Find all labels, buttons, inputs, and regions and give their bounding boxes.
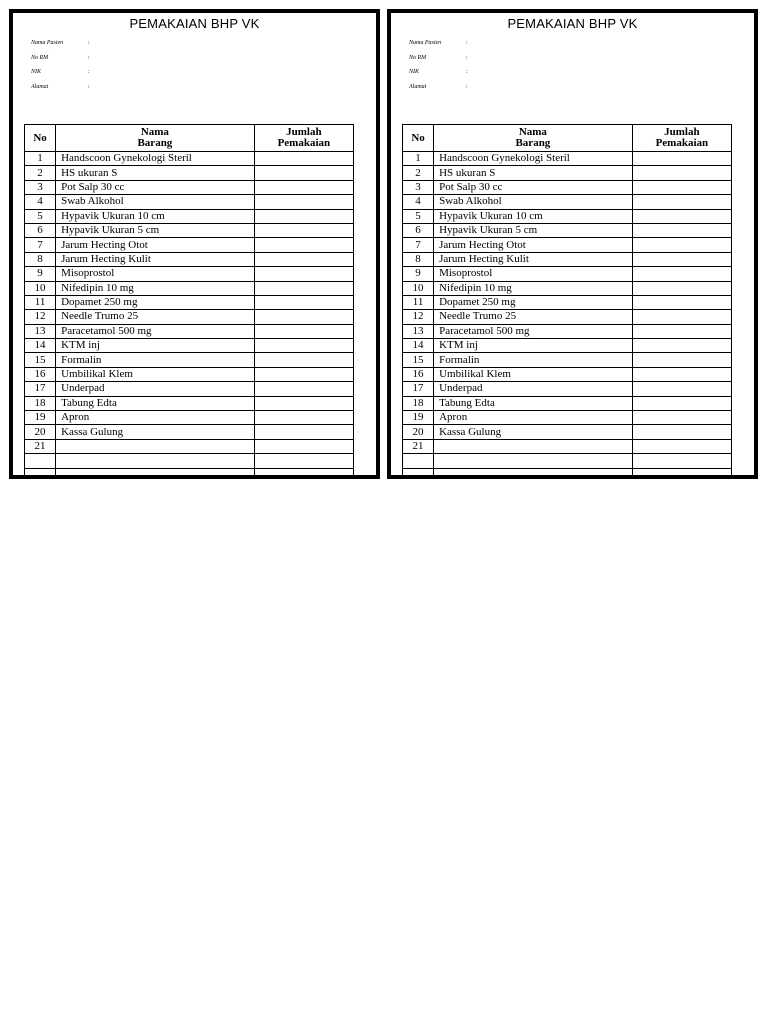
cell-nama-barang: KTM inj <box>434 339 633 353</box>
cell-nama-barang: Misoprostol <box>56 267 255 281</box>
cell-jumlah-pemakaian[interactable] <box>254 324 353 338</box>
cell-jumlah-pemakaian[interactable] <box>254 166 353 180</box>
table-row <box>25 396 354 410</box>
cell-no: 18 <box>25 396 56 410</box>
table-row <box>403 195 732 209</box>
table-row <box>25 439 354 453</box>
table-row <box>25 267 354 281</box>
cell-no: 12 <box>25 310 56 324</box>
cell-jumlah-pemakaian[interactable] <box>254 195 353 209</box>
cell-jumlah-pemakaian[interactable] <box>632 382 731 396</box>
cell-jumlah-pemakaian[interactable] <box>632 324 731 338</box>
table-row <box>403 295 732 309</box>
cell-no: 11 <box>403 295 434 309</box>
cell-nama-barang: Hypavik Ukuran 5 cm <box>56 223 255 237</box>
cell-nama-barang: Misoprostol <box>434 267 633 281</box>
cell-jumlah-pemakaian[interactable] <box>254 180 353 194</box>
info-label: Alamat <box>409 83 427 90</box>
cell-jumlah-pemakaian[interactable] <box>254 281 353 295</box>
table-row <box>403 180 732 194</box>
cell-nama-barang: Handscoon Gynekologi Steril <box>56 152 255 166</box>
cell-nama-barang: Hypavik Ukuran 5 cm <box>434 223 633 237</box>
cell-jumlah-pemakaian[interactable] <box>632 468 731 476</box>
cell-nama-barang: Jarum Hecting Otot <box>56 238 255 252</box>
table-row <box>25 152 354 166</box>
cell-jumlah-pemakaian[interactable] <box>632 152 731 166</box>
cell-nama-barang <box>56 439 255 453</box>
cell-nama-barang: Paracetamol 500 mg <box>434 324 633 338</box>
patient-info <box>409 39 468 97</box>
cell-no: 6 <box>25 223 56 237</box>
info-row-nik <box>409 68 468 83</box>
table-row <box>25 468 354 476</box>
cell-no: 13 <box>403 324 434 338</box>
cell-no: 5 <box>25 209 56 223</box>
cell-no: 8 <box>403 252 434 266</box>
cell-nama-barang: Jarum Hecting Otot <box>434 238 633 252</box>
cell-jumlah-pemakaian[interactable] <box>632 439 731 453</box>
info-row-nik <box>31 68 90 83</box>
cell-jumlah-pemakaian[interactable] <box>254 382 353 396</box>
cell-nama-barang: Handscoon Gynekologi Steril <box>434 152 633 166</box>
table-row <box>25 295 354 309</box>
cell-no: 4 <box>403 195 434 209</box>
cell-no <box>25 454 56 468</box>
cell-no: 10 <box>403 281 434 295</box>
table-row <box>403 238 732 252</box>
cell-jumlah-pemakaian[interactable] <box>254 367 353 381</box>
cell-nama-barang: Tabung Edta <box>434 396 633 410</box>
table-row <box>25 166 354 180</box>
info-colon: : <box>88 83 90 90</box>
cell-no: 6 <box>403 223 434 237</box>
cell-no: 13 <box>25 324 56 338</box>
table-row <box>403 382 732 396</box>
cell-nama-barang: Underpad <box>434 382 633 396</box>
table-row <box>403 339 732 353</box>
table-row <box>25 324 354 338</box>
cell-no: 16 <box>403 367 434 381</box>
cell-nama-barang: Nifedipin 10 mg <box>434 281 633 295</box>
table-row <box>25 382 354 396</box>
cell-no: 21 <box>403 439 434 453</box>
cell-nama-barang: HS ukuran S <box>56 166 255 180</box>
cell-nama-barang: Hypavik Ukuran 10 cm <box>434 209 633 223</box>
cell-no: 3 <box>25 180 56 194</box>
table-header-row <box>25 125 354 152</box>
table-row <box>25 339 354 353</box>
cell-nama-barang: Umbilikal Klem <box>56 367 255 381</box>
cell-nama-barang <box>434 454 633 468</box>
cell-jumlah-pemakaian[interactable] <box>632 195 731 209</box>
cell-jumlah-pemakaian[interactable] <box>254 209 353 223</box>
cell-jumlah-pemakaian[interactable] <box>254 152 353 166</box>
table-row <box>403 367 732 381</box>
cell-no: 8 <box>25 252 56 266</box>
patient-info <box>31 39 90 97</box>
table-row <box>403 310 732 324</box>
cell-no: 14 <box>403 339 434 353</box>
cell-nama-barang: KTM inj <box>56 339 255 353</box>
table-row <box>25 223 354 237</box>
table-row <box>403 425 732 439</box>
items-table <box>24 124 354 477</box>
cell-jumlah-pemakaian[interactable] <box>632 454 731 468</box>
cell-jumlah-pemakaian[interactable] <box>632 310 731 324</box>
cell-no: 4 <box>25 195 56 209</box>
info-colon: : <box>466 40 468 46</box>
cell-jumlah-pemakaian[interactable] <box>254 295 353 309</box>
cell-jumlah-pemakaian[interactable] <box>632 396 731 410</box>
table-row <box>25 180 354 194</box>
cell-nama-barang: Pot Salp 30 cc <box>56 180 255 194</box>
cell-no: 21 <box>25 439 56 453</box>
table-row <box>403 252 732 266</box>
table-row <box>25 367 354 381</box>
cell-no: 1 <box>25 152 56 166</box>
table-row <box>25 411 354 425</box>
cell-nama-barang: Dopamet 250 mg <box>434 295 633 309</box>
cell-nama-barang: Dopamet 250 mg <box>56 295 255 309</box>
cell-no <box>403 468 434 476</box>
cell-jumlah-pemakaian[interactable] <box>254 267 353 281</box>
cell-nama-barang: Paracetamol 500 mg <box>56 324 255 338</box>
cell-jumlah-pemakaian[interactable] <box>254 454 353 468</box>
cell-nama-barang: Kassa Gulung <box>56 425 255 439</box>
header-nama-barang: Nama Barang <box>56 125 255 152</box>
cell-nama-barang: Formalin <box>434 353 633 367</box>
info-row-nama-pasien <box>409 39 468 54</box>
cell-jumlah-pemakaian[interactable] <box>254 468 353 476</box>
cell-jumlah-pemakaian[interactable] <box>632 166 731 180</box>
table-row <box>403 411 732 425</box>
cell-jumlah-pemakaian[interactable] <box>632 411 731 425</box>
cell-nama-barang: Hypavik Ukuran 10 cm <box>56 209 255 223</box>
table-row <box>25 252 354 266</box>
info-label: No RM <box>31 54 49 61</box>
table-body <box>25 152 354 477</box>
cell-no: 19 <box>25 411 56 425</box>
cell-jumlah-pemakaian[interactable] <box>254 339 353 353</box>
cell-jumlah-pemakaian[interactable] <box>632 180 731 194</box>
table-row <box>403 353 732 367</box>
cell-no: 19 <box>403 411 434 425</box>
cell-jumlah-pemakaian[interactable] <box>632 252 731 266</box>
cell-jumlah-pemakaian[interactable] <box>254 353 353 367</box>
cell-nama-barang <box>56 468 255 476</box>
info-label: No RM <box>409 54 427 61</box>
cell-no: 15 <box>403 353 434 367</box>
info-label: Nama Pasien <box>31 40 64 46</box>
header-no: No <box>403 125 434 152</box>
cell-nama-barang <box>434 439 633 453</box>
cell-no: 11 <box>25 295 56 309</box>
cell-no: 16 <box>25 367 56 381</box>
cell-jumlah-pemakaian[interactable] <box>254 396 353 410</box>
form-card-right <box>387 9 758 479</box>
table-row <box>25 425 354 439</box>
table-row <box>403 166 732 180</box>
cell-jumlah-pemakaian[interactable] <box>632 209 731 223</box>
cell-no: 12 <box>403 310 434 324</box>
info-row-alamat <box>409 83 468 98</box>
cell-no: 17 <box>403 382 434 396</box>
cell-nama-barang <box>56 454 255 468</box>
cell-nama-barang: HS ukuran S <box>434 166 633 180</box>
table-row <box>25 310 354 324</box>
info-row-no-rm <box>409 54 468 69</box>
cell-no: 2 <box>403 166 434 180</box>
cell-jumlah-pemakaian[interactable] <box>632 353 731 367</box>
table-row <box>25 353 354 367</box>
cell-no: 9 <box>25 267 56 281</box>
cell-no: 15 <box>25 353 56 367</box>
header-jumlah-pemakaian: Jumlah Pemakaian <box>632 125 731 152</box>
cell-no <box>25 468 56 476</box>
cell-nama-barang: Tabung Edta <box>56 396 255 410</box>
info-label: Nama Pasien <box>409 40 442 46</box>
table-row <box>25 281 354 295</box>
header-jumlah-pemakaian: Jumlah Pemakaian <box>254 125 353 152</box>
table-row <box>403 209 732 223</box>
table-row <box>25 195 354 209</box>
header-nama-barang: Nama Barang <box>434 125 633 152</box>
cell-nama-barang: Apron <box>56 411 255 425</box>
cell-jumlah-pemakaian[interactable] <box>632 367 731 381</box>
table-row <box>403 281 732 295</box>
info-colon: : <box>88 54 90 61</box>
cell-jumlah-pemakaian[interactable] <box>254 411 353 425</box>
cell-jumlah-pemakaian[interactable] <box>254 252 353 266</box>
cell-nama-barang: Umbilikal Klem <box>434 367 633 381</box>
form-title: PEMAKAIAN BHP VK <box>507 16 638 31</box>
cell-no: 1 <box>403 152 434 166</box>
table-row <box>403 468 732 476</box>
table-row <box>25 454 354 468</box>
cell-nama-barang: Nifedipin 10 mg <box>56 281 255 295</box>
cell-no: 7 <box>25 238 56 252</box>
table-row <box>403 396 732 410</box>
items-table <box>402 124 732 477</box>
cell-no: 3 <box>403 180 434 194</box>
cell-jumlah-pemakaian[interactable] <box>632 339 731 353</box>
cell-nama-barang: Needle Trumo 25 <box>56 310 255 324</box>
cell-nama-barang <box>434 468 633 476</box>
table-header-row <box>403 125 732 152</box>
cell-jumlah-pemakaian[interactable] <box>254 310 353 324</box>
info-label: NIK <box>31 69 42 75</box>
cell-jumlah-pemakaian[interactable] <box>632 295 731 309</box>
info-label: Alamat <box>31 83 49 90</box>
table-row <box>403 152 732 166</box>
cell-nama-barang: Underpad <box>56 382 255 396</box>
cell-nama-barang: Jarum Hecting Kulit <box>434 252 633 266</box>
cell-nama-barang: Swab Alkohol <box>56 195 255 209</box>
cell-nama-barang: Apron <box>434 411 633 425</box>
cell-jumlah-pemakaian[interactable] <box>632 425 731 439</box>
table-row <box>25 209 354 223</box>
header-no: No <box>25 125 56 152</box>
cell-nama-barang: Pot Salp 30 cc <box>434 180 633 194</box>
table-row <box>403 267 732 281</box>
form-title: PEMAKAIAN BHP VK <box>129 16 260 31</box>
cell-jumlah-pemakaian[interactable] <box>254 439 353 453</box>
cell-jumlah-pemakaian[interactable] <box>254 223 353 237</box>
info-colon: : <box>88 69 90 75</box>
cell-nama-barang: Swab Alkohol <box>434 195 633 209</box>
table-row <box>403 454 732 468</box>
cell-no: 2 <box>25 166 56 180</box>
cell-jumlah-pemakaian[interactable] <box>254 238 353 252</box>
cell-jumlah-pemakaian[interactable] <box>632 267 731 281</box>
cell-no: 9 <box>403 267 434 281</box>
cell-no: 20 <box>403 425 434 439</box>
cell-no: 7 <box>403 238 434 252</box>
cell-no: 18 <box>403 396 434 410</box>
table-row <box>403 223 732 237</box>
cell-jumlah-pemakaian[interactable] <box>632 223 731 237</box>
cell-no: 20 <box>25 425 56 439</box>
table-body <box>403 152 732 477</box>
cell-no: 14 <box>25 339 56 353</box>
info-row-nama-pasien <box>31 39 90 54</box>
table-row <box>403 439 732 453</box>
cell-jumlah-pemakaian[interactable] <box>632 238 731 252</box>
table-row <box>25 238 354 252</box>
cell-nama-barang: Needle Trumo 25 <box>434 310 633 324</box>
cell-no: 10 <box>25 281 56 295</box>
cell-nama-barang: Formalin <box>56 353 255 367</box>
info-row-no-rm <box>31 54 90 69</box>
info-label: NIK <box>409 69 420 75</box>
cell-jumlah-pemakaian[interactable] <box>254 425 353 439</box>
info-colon: : <box>466 54 468 61</box>
form-card-left <box>9 9 380 479</box>
table-row <box>403 324 732 338</box>
info-colon: : <box>466 69 468 75</box>
info-row-alamat <box>31 83 90 98</box>
cell-nama-barang: Jarum Hecting Kulit <box>56 252 255 266</box>
info-colon: : <box>88 40 90 46</box>
cell-no: 17 <box>25 382 56 396</box>
cell-no: 5 <box>403 209 434 223</box>
info-colon: : <box>466 83 468 90</box>
cell-nama-barang: Kassa Gulung <box>434 425 633 439</box>
cell-no <box>403 454 434 468</box>
cell-jumlah-pemakaian[interactable] <box>632 281 731 295</box>
